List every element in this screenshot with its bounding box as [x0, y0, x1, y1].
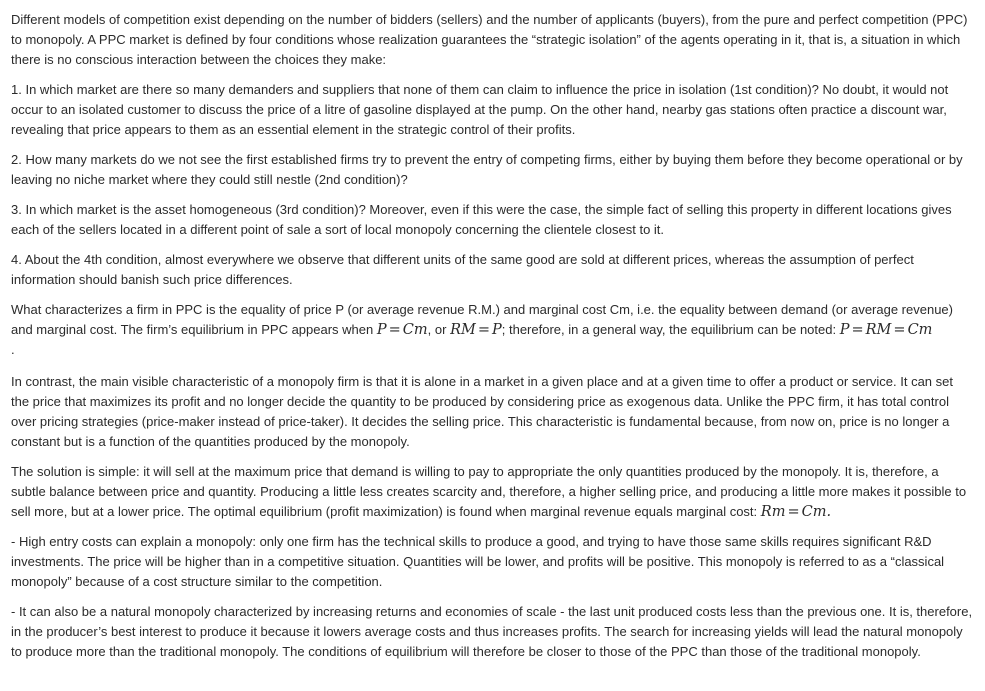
equation-rm-equals-p: RM = P [450, 322, 502, 338]
intro-paragraph: Different models of competition exist depending on the number of bidders (sellers) and the number of applicants (buyers), from the pure and perfect competition (PPC) to monopoly. A PPC market is defined by four conditions whose realization guarantees the “strategic isolation” of the agents operating in it, that is, a situation in which there is no conscious interaction between the choices they make: [11, 12, 968, 67]
entry-costs-paragraph: - High entry costs can explain a monopoly: only one firm has the technical skills to produce a good, and trying to have those same skills requires significant R&D investments. The price will be higher than in a competitive situation. Quantities will be lower, and profits will be positive. This monopoly is referred to as a “classical monopoly” because of a cost structure similar to the competition. [11, 534, 945, 589]
natural-monopoly-paragraph: - It can also be a natural monopoly characterized by increasing returns and economies of scale - the last unit produced costs less than the previous one. It is, therefore, in the producer’s best interest to produce it because it lowers average costs and thus increases profits. The search for increasing yields will lead the natural monopoly to produce more than the traditional monopoly. The conditions of equilibrium will therefore be closer to those of the PPC than those of the traditional monopoly. [11, 604, 973, 659]
condition-1-paragraph: 1. In which market are there so many demanders and suppliers that none of them can claim to influence the price in isolation (1st condition)? No doubt, it would not occur to an isolated customer to discuss the price of a litre of gasoline displayed at the pump. On the other hand, nearby gas stations often practice a discount war, revealing that price appears to them as an essential element in the strategic control of their profits. [11, 82, 949, 137]
condition-3-paragraph: 3. In which market is the asset homogeneous (3rd condition)? Moreover, even if this were the case, the simple fact of selling this property in different locations gives each of the sellers located in a different point of sale a sort of local monopoly concerning the clientele closest to it. [11, 202, 952, 237]
condition-4-paragraph: 4. About the 4th condition, almost everywhere we observe that different units of the same good are sold at different prices, whereas the assumption of perfect information should banish such price differences. [11, 252, 914, 287]
ppc-text-3: ; therefore, in a general way, the equilibrium can be noted: [501, 322, 840, 337]
monopoly-paragraph: In contrast, the main visible characteristic of a monopoly firm is that it is alone in a market in a given place and at a given time to offer a product or service. It can set the price that maximizes its profit and no longer decide the quantity to be produced by considering price as exogenous data. Unlike the PPC firm, it has total control over pricing strategies (price-maker instead of price-taker). It decides the selling price. This characteristic is fundamental because, from now on, price is no longer a constant but is a function of the quantities produced by the monopoly. [11, 374, 953, 449]
solution-text: The solution is simple: it will sell at the maximum price that demand is willing to pay to appropriate the only quantities produced by the monopoly. It is, therefore, a subtle balance between price and quantity. Producing a little less creates scarcity and, therefore, a higher selling price, and producing a little more makes it possible to sell more, but at a lower price. The optimal equilibrium (profit maximization) is found when marginal revenue equals marginal cost: [11, 464, 967, 519]
solution-paragraph [11, 462, 974, 522]
ppc-trailing-period: . [11, 342, 15, 357]
ppc-text-2: , or [427, 322, 451, 337]
ppc-text-1: What characterizes a firm in PPC is the equality of price P (or average revenue R.M.) and marginal cost Cm, i.e. the equality between demand (or average revenue) and marginal cost. The firm’s equilibrium in PPC appears when [11, 302, 953, 337]
condition-2-paragraph: 2. How many markets do we not see the first established firms try to prevent the entry of competing firms, either by buying them before they become operational or by leaving no niche market where they could still nestle (2nd condition)? [11, 152, 963, 187]
equation-rm-equals-cm: Rm = Cm. [760, 504, 832, 520]
ppc-equilibrium-paragraph [11, 300, 974, 340]
equation-p-equals-rm-equals-cm: P = RM = Cm [839, 322, 933, 338]
equation-p-equals-cm: P = Cm [376, 322, 428, 338]
